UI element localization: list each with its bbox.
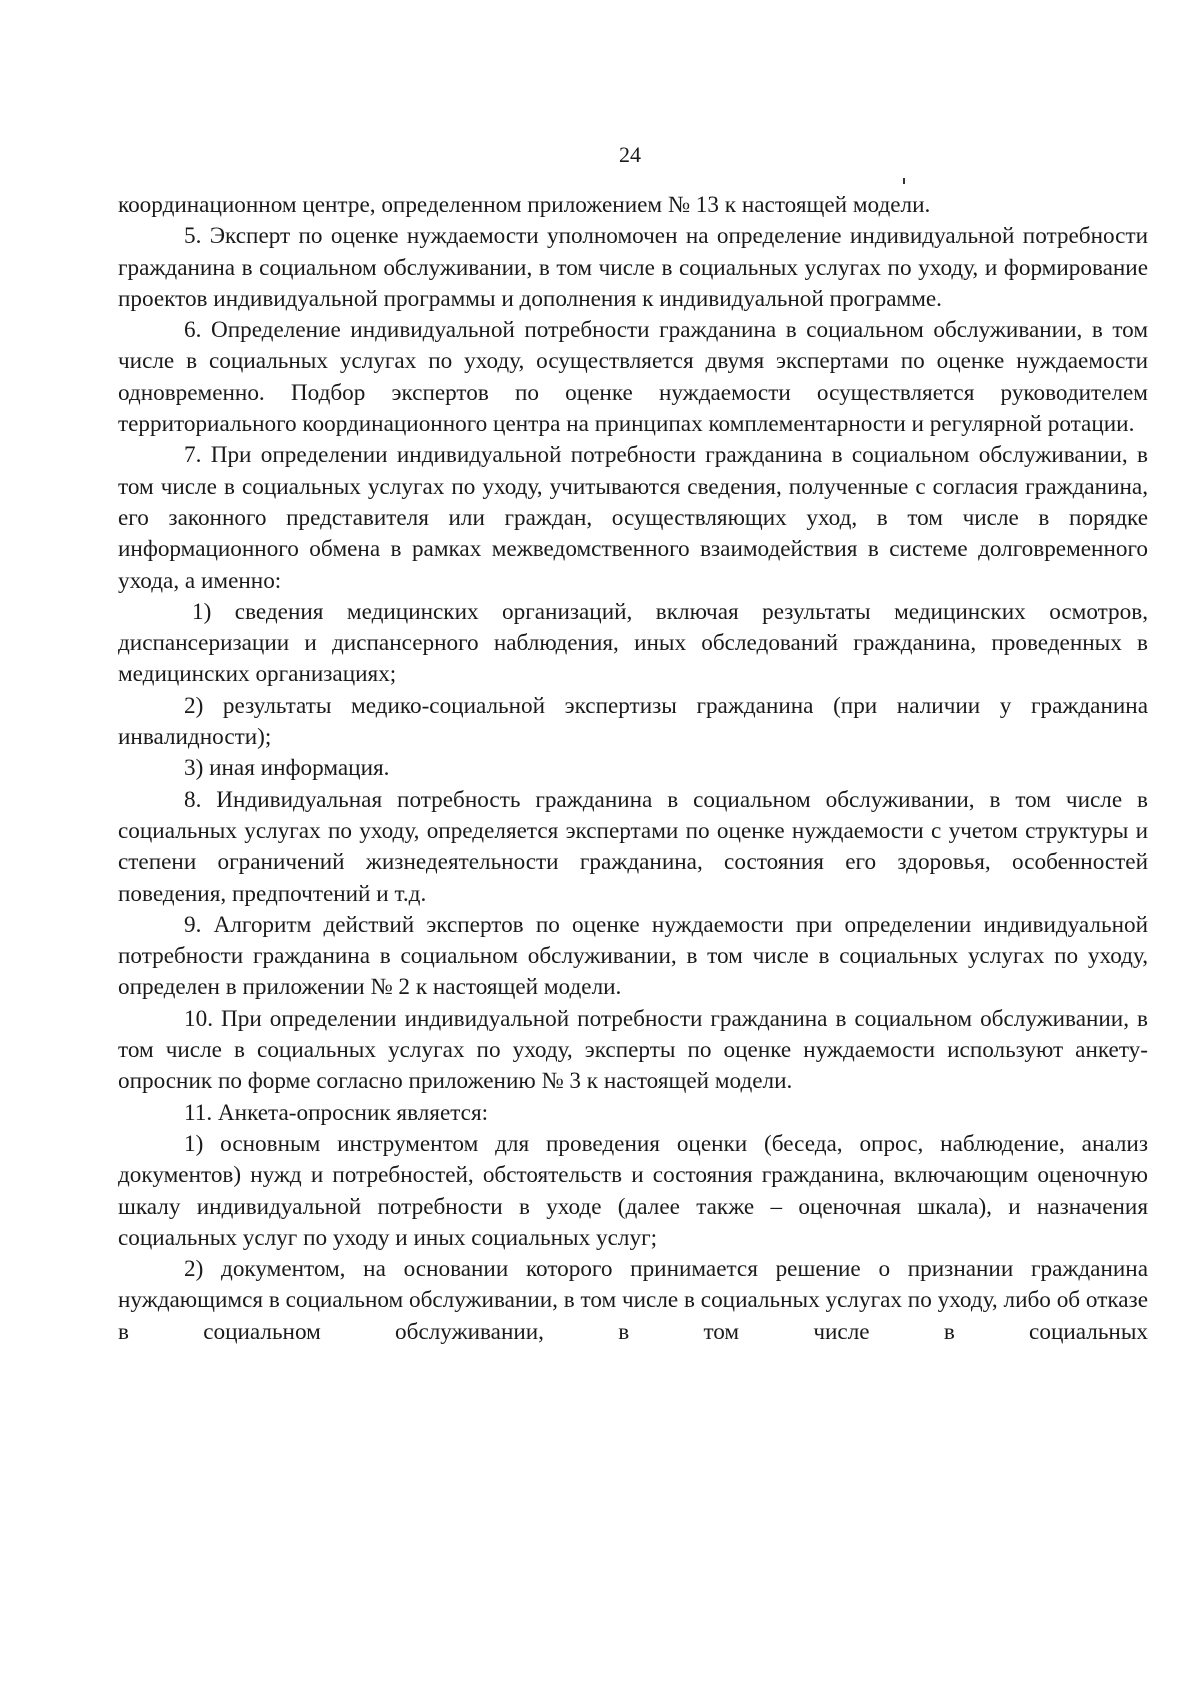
page-number: 24 [619, 142, 641, 167]
paragraph-item-11: 11. Анкета-опросник является: [184, 1099, 489, 1126]
scan-mark [903, 178, 905, 184]
document-body [118, 190, 1148, 1348]
paragraph-item-10: 10. При определении индивидуальной потребности гражданина в социальном обслуживании, в том числе в социальных услугах по уходу, эксперты по оценке нуждаемости используют анкету-опросник по форме согласно приложению № 3 к настоящей модели. [118, 1005, 1148, 1095]
subitem-11-1: 1) основным инструментом для проведения оценки (беседа, опрос, наблюдение, анализ документов) нужд и потребностей, обстоятельств и состояния гражданина, включающим оценочную шкалу индивидуальной потребности в уходе (далее также – оценочная шкала), и назначения социальных услуг по уходу и иных социальных услуг; [118, 1130, 1148, 1251]
subitem-7-3: 3) иная информация. [184, 755, 390, 782]
paragraph-item-7: 7. При определении индивидуальной потребности гражданина в социальном обслуживании, в том числе в социальных услугах по уходу, учитываются сведения, полученные с согласия гражданина, его законного представителя или граждан, осуществляющих уход, в том числе в порядке информационного обмена в рамках межведомственного взаимодействия в системе долговременного ухода, а именно: [118, 442, 1148, 594]
paragraph-item-6: 6. Определение индивидуальной потребности гражданина в социальном обслуживании, в том числе в социальных услугах по уходу, осуществляется двумя экспертами по оценке нуждаемости одновременно. Подбор экспертов по оценке нуждаемости осуществляется руководителем территориального координационного центра на принципах комплементарности и регулярной ротации. [118, 317, 1148, 438]
paragraph-item-8: 8. Индивидуальная потребность гражданина в социальном обслуживании, в том числе в социальных услугах по уходу, определяется экспертами по оценке нуждаемости с учетом структуры и степени ограничений жизнедеятельности гражданина, состояния его здоровья, особенностей поведения, предпочтений и т.д. [118, 786, 1148, 907]
paragraph-item-9: 9. Алгоритм действий экспертов по оценке нуждаемости при определении индивидуальной потребности гражданина в социальном обслуживании, в том числе в социальных услугах по уходу, определен в приложении № 2 к настоящей модели. [118, 911, 1148, 1001]
subitem-7-2: 2) результаты медико-социальной экспертизы гражданина (при наличии у гражданина инвалидности); [118, 692, 1148, 751]
paragraph-continuation: координационном центре, определенном приложением № 13 к настоящей модели. [118, 192, 931, 218]
paragraph-item-5: 5. Эксперт по оценке нуждаемости уполномочен на определение индивидуальной потребности гражданина в социальном обслуживании, в том числе в социальных услугах по уходу, и формирование проектов индивидуальной программы и дополнения к индивидуальной программе. [118, 223, 1148, 312]
subitem-7-1: 1) сведения медицинских организаций, включая результаты медицинских осмотров, диспансеризации и диспансерного наблюдения, иных обследований гражданина, проведенных в медицинских организациях; [118, 598, 1148, 688]
subitem-11-2: 2) документом, на основании которого принимается решение о признании гражданина нуждающимся в социальном обслуживании, в том числе в социальных услугах по уходу, либо об отказе в социальном обслуживании, в том числе в социальных [118, 1256, 1148, 1345]
